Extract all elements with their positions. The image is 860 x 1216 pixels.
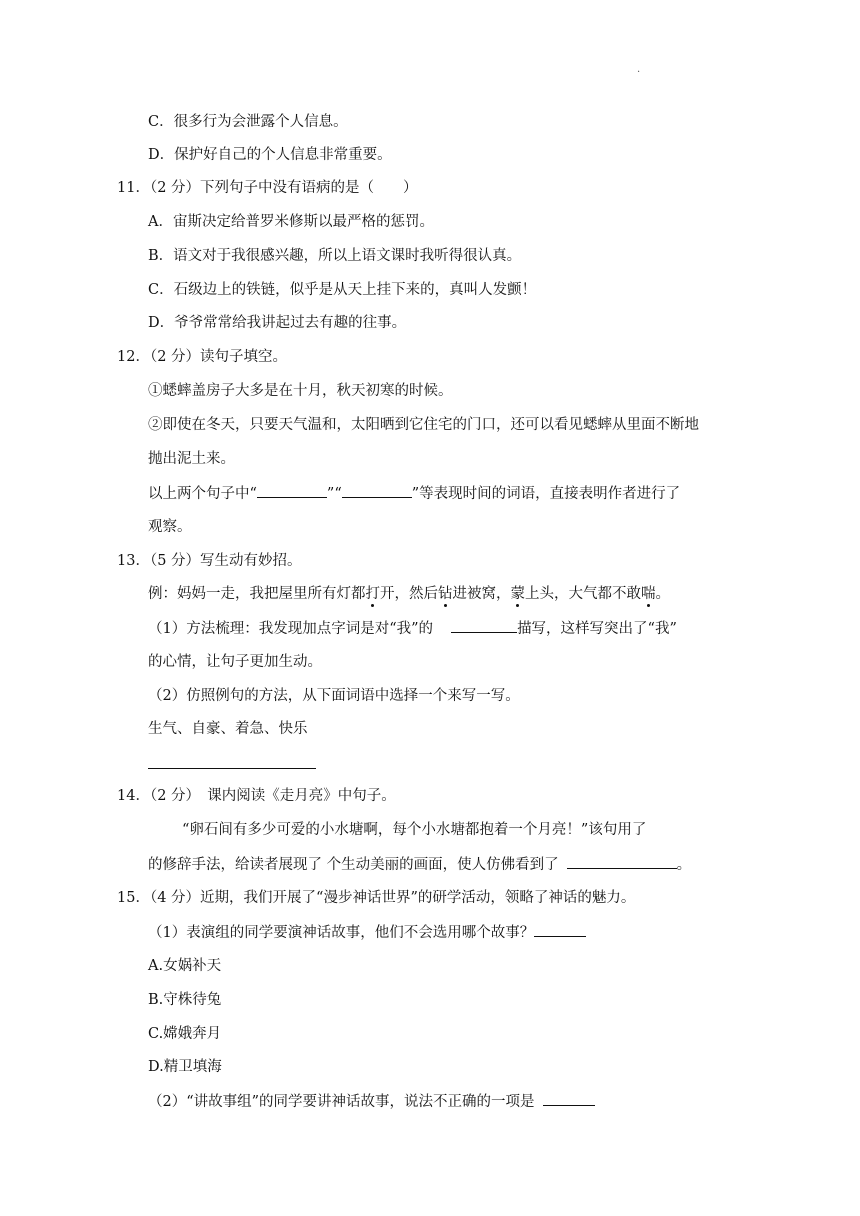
emphasized-word-meng: 蒙 [510,586,525,602]
q15-answer-blank-1[interactable] [534,922,586,937]
q13-part-1-line [148,618,677,639]
q10-option-d: D．保护好自己的个人信息非常重要。 [148,147,392,163]
q13-part-1-pre: （1）方法梳理：我发现加点字词是对“我”的 [148,621,434,637]
q15-answer-blank-2[interactable] [543,1091,595,1106]
q13-word-choices: 生气、自豪、着急、快乐 [148,721,308,737]
q15-part-1-line [148,922,586,943]
q12-question-post: ”等表现时间的词语，直接表明作者进行了 [411,486,681,502]
q15-option-a: A.女娲补天 [148,958,222,974]
q13-part-1-post: 描写，这样写突出了“我” [517,621,677,637]
q13-example-part-2: 开，然后 [380,586,438,602]
q15-part-2-line [148,1091,595,1112]
q12-sentence-2-line-1: ②即使在冬天，只要天气温和，太阳晒到它住宅的门口，还可以看见蟋蟀从里面不断地 [148,417,699,433]
q14-answer-blank[interactable] [567,854,677,869]
q11-stem: 11．（2 分）下列句子中没有语病的是（ ） [117,180,418,196]
q13-answer-blank-1[interactable] [451,618,517,633]
q11-option-a: A．宙斯决定给普罗米修斯以最严格的惩罚。 [148,214,434,230]
q12-question-line [148,483,680,504]
q13-stem: 13．（5 分）写生动有妙招。 [117,553,302,569]
q13-part-2: （2）仿照例句的方法，从下面词语中选择一个来写一写。 [148,688,520,704]
q15-part-2: （2）“讲故事组”的同学要讲神话故事，说法不正确的一项是 [148,1094,535,1110]
emphasized-word-da: 打 [365,586,380,602]
q13-example-part-3: 进被窝， [452,586,511,602]
q14-follow-pre: 的修辞手法，给读者展现了 个生动美丽的画面，使人仿佛看到了 [148,857,559,873]
q15-part-1: （1）表演组的同学要演神话故事，他们不会选用哪个故事？ [148,925,535,941]
q13-example [148,584,670,604]
q11-option-c: C．石级边上的铁链，似乎是从天上挂下来的，真叫人发颤！ [148,282,537,298]
q13-example-part-4: 上头，大气都不敢 [525,586,641,602]
q12-sentence-1: ①蟋蟀盖房子大多是在十月，秋天初寒的时候。 [148,383,453,399]
corner-mark: . [637,64,641,75]
q14-follow-line [148,854,691,875]
q14-quote: “卵石间有多少可爱的小水塘啊，每个小水塘都抱着一个月亮！”该句用了 [182,822,647,838]
q13-example-part-5: 。 [655,586,670,602]
q15-stem: 15．（4 分）近期，我们开展了“漫步神话世界”的研学活动，领略了神话的魅力。 [117,890,636,906]
q14-follow-post: 。 [676,857,692,873]
q13-example-part-1: 例：妈妈一走，我把屋里所有灯都 [148,586,366,602]
q15-option-d: D.精卫填海 [148,1059,222,1075]
q14-stem: 14．（2 分） 课内阅读《走月亮》中句子。 [117,788,396,804]
q13-answer-line[interactable] [148,768,316,769]
q10-option-c: C．很多行为会泄露个人信息。 [148,114,348,130]
q12-answer-blank-2[interactable] [342,483,412,498]
q12-stem: 12．（2 分）读句子填空。 [117,349,288,365]
emphasized-word-zuan: 钻 [438,586,453,602]
q15-option-b: B.守株待兔 [148,992,222,1008]
q11-option-d: D．爷爷常常给我讲起过去有趣的往事。 [148,315,407,331]
q15-option-c: C.嫦娥奔月 [148,1026,222,1042]
q13-part-1-end: 的心情，让句子更加生动。 [148,654,322,670]
q12-answer-blank-1[interactable] [257,483,327,498]
q12-sentence-2-line-2: 抛出泥土来。 [148,451,235,467]
q12-question-end: 观察。 [148,519,192,535]
emphasized-word-chuan: 喘 [641,586,656,602]
q12-question-mid: ”“ [326,486,342,502]
q12-question-pre: 以上两个句子中“ [148,486,257,502]
q11-option-b: B．语文对于我很感兴趣，所以上语文课时我听得很认真。 [148,248,522,264]
